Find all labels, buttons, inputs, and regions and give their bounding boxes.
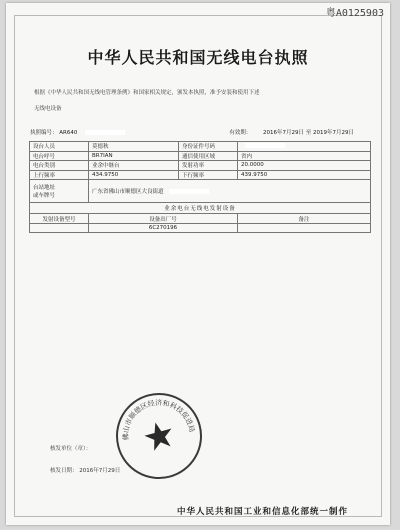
row-value xyxy=(238,142,371,152)
equipment-header-serial: 设备出厂号 xyxy=(89,214,238,224)
validity-label: 有效期： xyxy=(229,130,252,136)
intro-line-1: 根据《中华人民共和国无线电管理条例》和国家相关规定，颁发本执照，准予安装和使用下述 xyxy=(34,90,260,96)
footer-issuer: 中华人民共和国工业和信息化部统一制作 xyxy=(176,507,348,517)
equipment-section-title: 业余电台无线电发射设备 xyxy=(30,203,371,214)
license-number-label: 执照编号： xyxy=(30,130,58,136)
address-label-line-1: 台站地址 xyxy=(33,185,56,191)
address-label xyxy=(30,180,89,203)
row-value: 业余中继台 xyxy=(89,161,179,171)
equipment-serial-cell: 6C270196 xyxy=(89,224,238,233)
document-title: 中华人民共和国无线电台执照 xyxy=(87,48,309,67)
table-row xyxy=(30,151,371,161)
license-document xyxy=(6,3,390,525)
equipment-header-model: 发射设备型号 xyxy=(30,214,89,224)
address-value-text: 广东省佛山市顺德区大良街道 xyxy=(92,189,164,195)
table-row xyxy=(30,170,371,180)
row-label: 身份证件号码 xyxy=(179,142,238,152)
row-label: 电台类别 xyxy=(30,161,89,171)
redaction-block xyxy=(169,189,209,194)
license-number-value: AR640 xyxy=(59,130,78,136)
equipment-row xyxy=(30,224,371,233)
row-value: BR7IAN xyxy=(89,151,179,161)
seal-text: 佛山市顺德区经济和科技促进局 xyxy=(121,398,196,441)
issuer-label: 核发单位（章）： xyxy=(50,446,92,452)
license-info-table xyxy=(29,141,371,233)
validity-value: 2016年7月29日 至 2019年7月29日 xyxy=(263,130,354,136)
serial-number: 粤A0125903 xyxy=(325,8,384,19)
intro-line-2: 无线电设备 xyxy=(34,106,62,112)
row-value: 434.9750 xyxy=(89,170,179,180)
equipment-model-cell xyxy=(30,224,89,233)
table-row xyxy=(30,161,371,171)
row-value: 省内 xyxy=(238,151,371,161)
issue-date xyxy=(50,466,120,474)
license-validity xyxy=(229,128,354,136)
row-label: 发射功率 xyxy=(179,161,238,171)
equipment-remarks-cell xyxy=(238,224,371,233)
address-label-line-2: 或车牌号 xyxy=(33,193,56,199)
address-row xyxy=(30,180,371,203)
license-meta xyxy=(30,128,354,136)
table-row xyxy=(30,142,371,152)
issue-date-label: 核发日期： xyxy=(50,468,78,474)
row-label: 电台呼号 xyxy=(30,151,89,161)
issue-date-value: 2016年7月29日 xyxy=(79,468,121,474)
equipment-header-remarks: 备注 xyxy=(238,214,371,224)
seal-star-icon xyxy=(142,419,176,452)
address-value xyxy=(89,180,371,203)
row-label: 下行频率 xyxy=(179,170,238,180)
intro-paragraph xyxy=(34,85,360,117)
row-value: 439.9750 xyxy=(238,170,371,180)
row-label: 上行频率 xyxy=(30,170,89,180)
equipment-section-row xyxy=(30,203,371,214)
equipment-header-row xyxy=(30,214,371,224)
redaction-block xyxy=(245,143,285,148)
row-value: 莫德秋 xyxy=(89,142,179,152)
row-label: 通信使用区域 xyxy=(179,151,238,161)
redaction-block xyxy=(85,130,125,135)
license-number xyxy=(30,128,125,136)
row-label: 设台人员 xyxy=(30,142,89,152)
row-value: 20.0000 xyxy=(238,161,371,171)
